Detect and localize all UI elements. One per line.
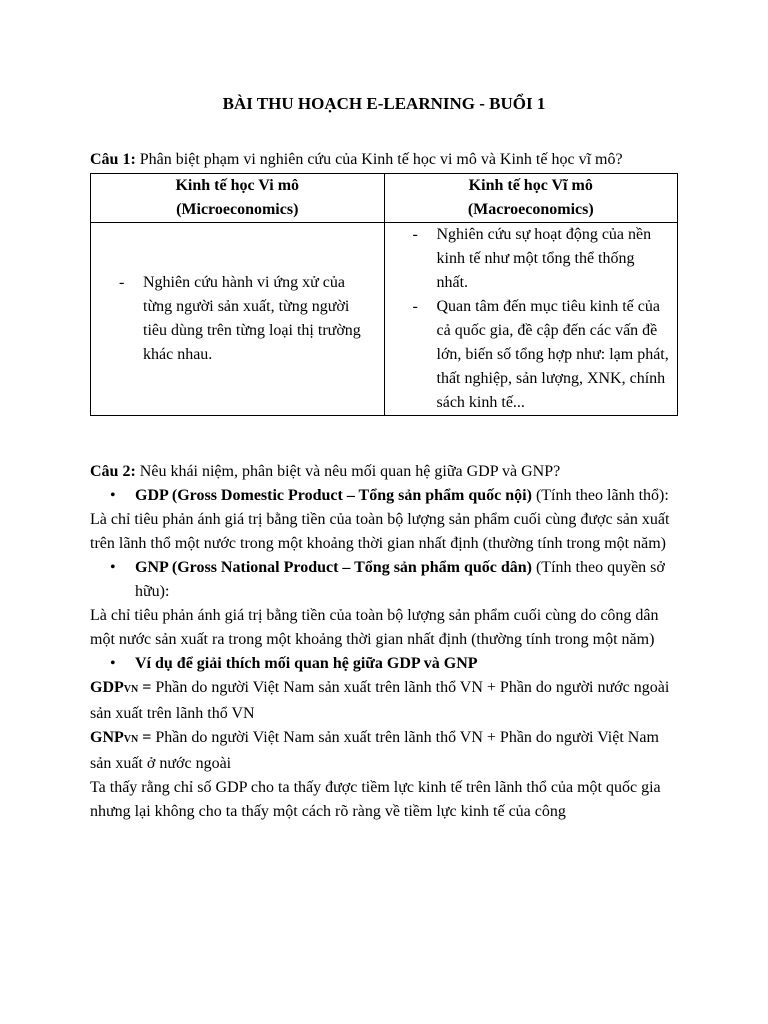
gdp-definition: Là chỉ tiêu phản ánh giá trị bằng tiền của toàn bộ lượng sản phẩm cuối cùng được sản xuất trên lãnh thổ một nước trong một khoảng thời gian nhất định (thường tính trong một năm) (90, 511, 670, 552)
question-2-label: Câu 2: (90, 463, 136, 480)
conclusion-paragraph: Ta thấy rằng chỉ số GDP cho ta thấy được tiềm lực kinh tế trên lãnh thổ của một quốc gia nhưng lại không cho ta thấy một cách rõ ràng về tiềm lực kinh tế của công (90, 779, 661, 820)
table-header-row (91, 174, 678, 223)
question-2-text: Nêu khái niệm, phân biệt và nêu mối quan hệ giữa GDP và GNP? (135, 463, 561, 480)
header-macro: Kinh tế học Vĩ mô (Macroeconomics) (384, 174, 678, 223)
header-micro: Kinh tế học Vi mô (Microeconomics) (91, 174, 385, 223)
cell-micro (91, 223, 385, 416)
gnp-definition: Là chỉ tiêu phản ánh giá trị bằng tiền của toàn bộ lượng sản phẩm cuối cùng do công dân một nước sản xuất ra trong một khoảng thời gian nhất định (thường tính trong một năm) (90, 607, 659, 648)
bullet-icon: • (110, 655, 116, 672)
gnp-heading: • GNP (Gross National Product – Tổng sản phẩm quốc dân) (Tính theo quyền sở hữu): (90, 556, 680, 604)
question-2 (90, 460, 680, 484)
list-item: - Nghiên cứu hành vi ứng xử của từng người sản xuất, từng người tiêu dùng trên từng loại thị trường khác nhau. (119, 274, 361, 363)
question-1 (90, 148, 623, 172)
cell-macro (384, 223, 678, 416)
comparison-table (90, 173, 678, 416)
question-1-text: Phân biệt phạm vi nghiên cứu của Kinh tế học vi mô và Kinh tế học vĩ mô? (135, 151, 623, 168)
gdpvn-formula: GDPVN = Phần do người Việt Nam sản xuất trên lãnh thổ VN + Phần do người nước ngoài sản xuất trên lãnh thổ VN (90, 679, 670, 722)
bullet-icon: • (110, 559, 116, 576)
list-item: - Quan tâm đến mục tiêu kinh tế của cả quốc gia, đề cập đến các vấn đề lớn, biến số tổng hợp như: lạm phát, thất nghiệp, sản lượng, XNK, chính sách kinh tế... (412, 298, 669, 411)
micro-list (91, 271, 384, 367)
list-item: - Nghiên cứu sự hoạt động của nền kinh tế như một tổng thể thống nhất. (412, 226, 652, 291)
table-body-row (91, 223, 678, 416)
macro-list (385, 223, 678, 415)
question-2-section (90, 460, 680, 824)
question-1-label: Câu 1: (90, 151, 136, 168)
gnpvn-formula: GNPVN = Phần do người Việt Nam sản xuất trên lãnh thổ VN + Phần do người Việt Nam sản xuất ở nước ngoài (90, 729, 659, 772)
gdp-heading: • GDP (Gross Domestic Product – Tổng sản phẩm quốc nội) (Tính theo lãnh thổ): (90, 484, 680, 508)
document-title: BÀI THU HOẠCH E-LEARNING - BUỔI 1 (222, 94, 546, 113)
example-heading: • Ví dụ để giải thích mối quan hệ giữa GDP và GNP (90, 652, 680, 676)
bullet-icon: • (110, 487, 116, 504)
